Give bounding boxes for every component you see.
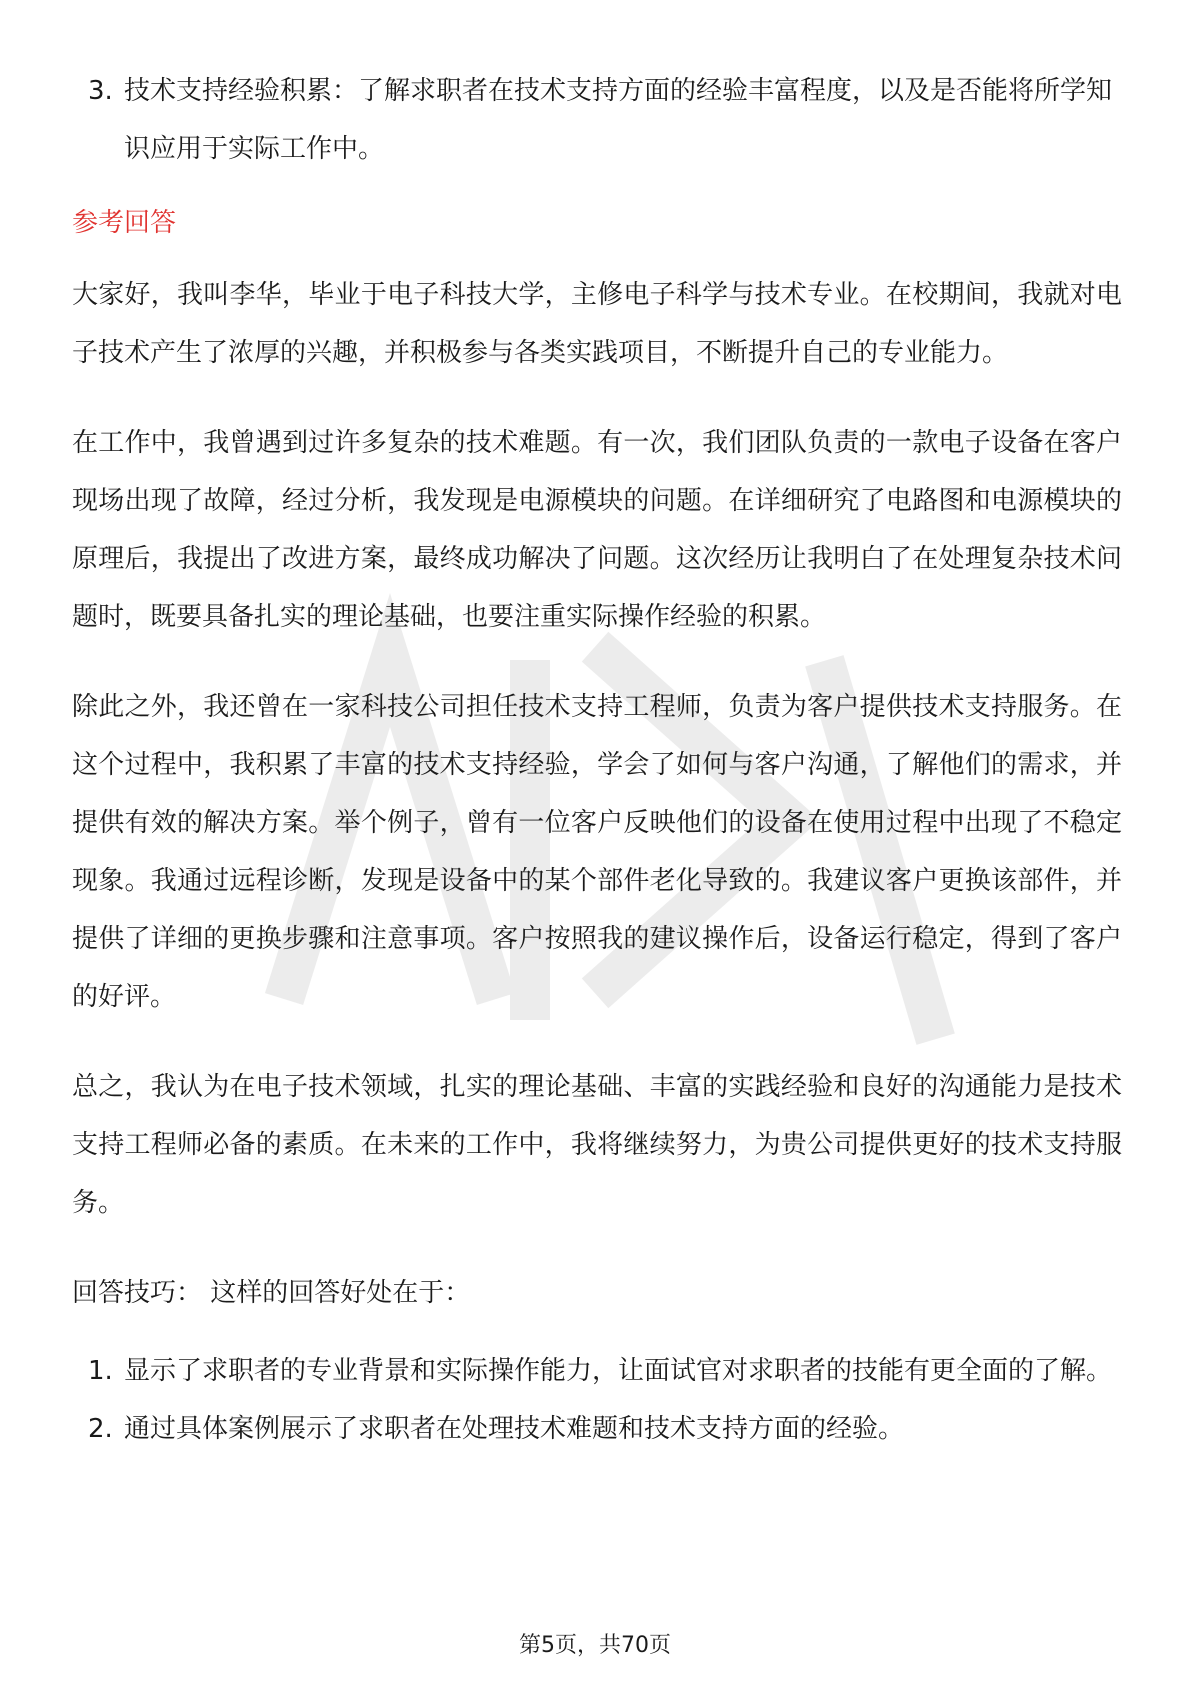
answer-paragraph-1: 大家好，我叫李华，毕业于电子科技大学，主修电子科学与技术专业。在校期间，我就对电子技术产生了浓厚的兴趣，并积极参与各类实践项目，不断提升自己的专业能力。 [72,280,1122,368]
list-item-text: 显示了求职者的专业背景和实际操作能力，让面试官对求职者的技能有更全面的了解。 [124,1356,1113,1386]
list-item [72,1342,1122,1400]
tips-label: 回答技巧： 这样的回答好处在于： [72,1278,471,1308]
tips-list [72,1342,1122,1458]
list-number: 1. [88,1356,113,1386]
list-item [72,1400,1122,1458]
page-footer: 第5页，共70页 [519,1633,671,1658]
list-number: 2. [88,1414,113,1444]
top-list [72,62,1122,178]
answer-paragraph-3: 除此之外，我还曾在一家科技公司担任技术支持工程师，负责为客户提供技术支持服务。在这个过程中，我积累了丰富的技术支持经验，学会了如何与客户沟通，了解他们的需求，并提供有效的解决方案。举个例子，曾有一位客户反映他们的设备在使用过程中出现了不稳定现象。我通过远程诊断，发现是设备中的某个部件老化导致的。我建议客户更换该部件，并提供了详细的更换步骤和注意事项。客户按照我的建议操作后，设备运行稳定，得到了客户的好评。 [72,692,1122,1012]
page-content [72,62,1122,1458]
answer-paragraph-2: 在工作中，我曾遇到过许多复杂的技术难题。有一次，我们团队负责的一款电子设备在客户现场出现了故障，经过分析，我发现是电源模块的问题。在详细研究了电路图和电源模块的原理后，我提出了改进方案，最终成功解决了问题。这次经历让我明白了在处理复杂技术问题时，既要具备扎实的理论基础，也要注重实际操作经验的积累。 [72,428,1122,632]
list-item-text: 技术支持经验积累：了解求职者在技术支持方面的经验丰富程度，以及是否能将所学知识应用于实际工作中。 [124,76,1113,164]
answer-paragraph-4: 总之，我认为在电子技术领域，扎实的理论基础、丰富的实践经验和良好的沟通能力是技术支持工程师必备的素质。在未来的工作中，我将继续努力，为贵公司提供更好的技术支持服务。 [72,1072,1122,1218]
list-item-text: 通过具体案例展示了求职者在处理技术难题和技术支持方面的经验。 [124,1414,905,1444]
list-number: 3. [88,76,113,106]
section-heading: 参考回答 [72,208,177,238]
list-item [72,62,1122,178]
